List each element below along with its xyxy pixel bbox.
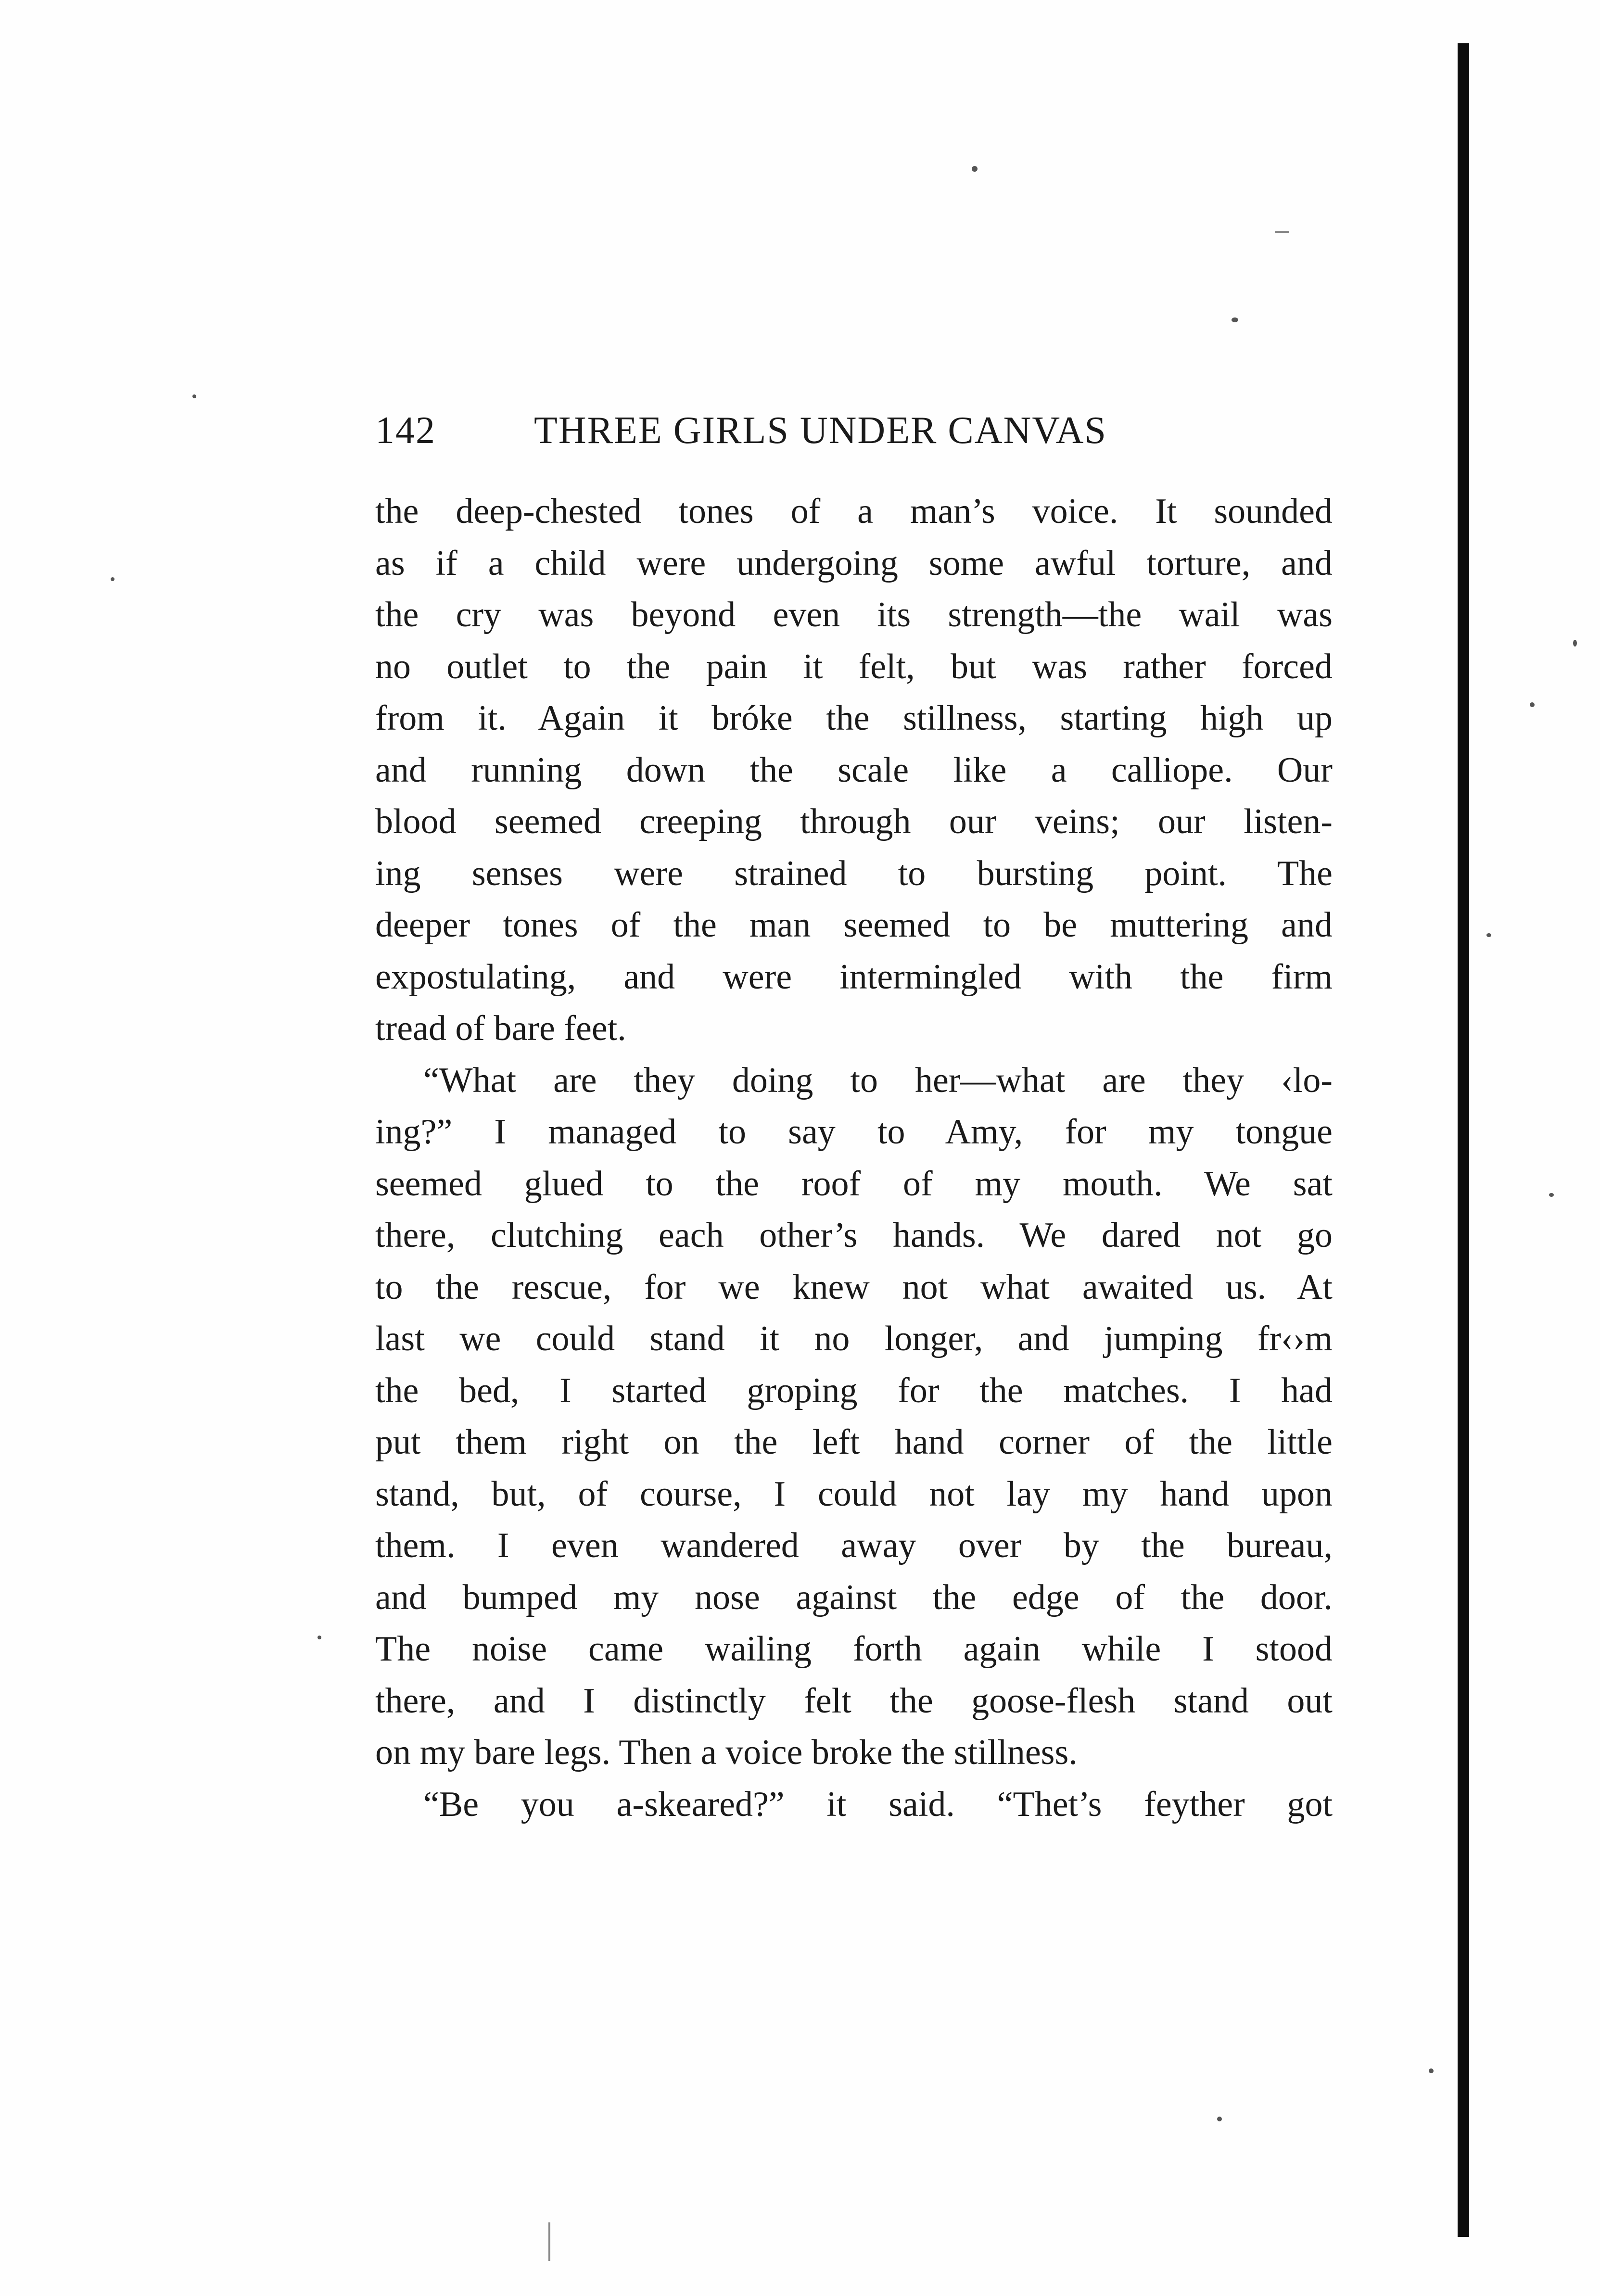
scan-speck xyxy=(1573,640,1577,647)
scan-speck xyxy=(1530,702,1535,707)
scan-speck xyxy=(1217,2117,1222,2121)
text-line: tread of bare feet. xyxy=(375,1009,626,1048)
text-line: “Be you a-skeared?” it said. “Thet’s feyther got xyxy=(423,1784,1333,1824)
text-line: the cry was beyond even its strength—the wail was xyxy=(375,595,1333,634)
text-line: ing senses were strained to bursting point. The xyxy=(375,853,1333,893)
scan-speck xyxy=(1486,933,1491,937)
scan-mark xyxy=(1275,231,1289,233)
scan-mark xyxy=(548,2222,550,2261)
scan-speck xyxy=(317,1636,321,1639)
text-line: on my bare legs. Then a voice broke the stillness. xyxy=(375,1733,1078,1772)
text-line: The noise came wailing forth again while I stood xyxy=(375,1629,1333,1669)
text-line: “What are they doing to her—what are they ‹lo- xyxy=(423,1060,1333,1100)
text-line: last we could stand it no longer, and jumping fr‹›m xyxy=(375,1319,1333,1358)
text-line: and bumped my nose against the edge of the door. xyxy=(375,1577,1333,1617)
scan-speck xyxy=(1232,317,1238,322)
text-line: them. I even wandered away over by the bureau, xyxy=(375,1526,1333,1565)
text-line: stand, but, of course, I could not lay my hand upon xyxy=(375,1474,1333,1514)
text-line: there, clutching each other’s hands. We dared not go xyxy=(375,1216,1333,1255)
page-header xyxy=(375,399,1328,457)
running-head: THREE GIRLS UNDER CANVAS xyxy=(534,409,1107,452)
text-line: put them right on the left hand corner of the little xyxy=(375,1422,1333,1462)
text-line: the deep-chested tones of a man’s voice. It sounded xyxy=(375,492,1333,531)
scan-speck xyxy=(192,394,196,398)
text-line: there, and I distinctly felt the goose-flesh stand out xyxy=(375,1681,1333,1721)
text-line: no outlet to the pain it felt, but was rather forced xyxy=(375,647,1333,686)
text-line: and running down the scale like a calliope. Our xyxy=(375,750,1333,790)
text-line: seemed glued to the roof of my mouth. We sat xyxy=(375,1164,1333,1204)
text-line: as if a child were undergoing some awful torture, and xyxy=(375,543,1333,583)
scan-speck xyxy=(972,166,978,172)
body-text xyxy=(375,486,1333,1830)
text-line: to the rescue, for we knew not what awaited us. At xyxy=(375,1267,1333,1307)
text-line: blood seemed creeping through our veins; our listen- xyxy=(375,802,1333,841)
text-line: expostulating, and were intermingled with the firm xyxy=(375,957,1333,997)
page-number: 142 xyxy=(375,409,436,452)
scan-speck xyxy=(1549,1193,1554,1197)
text-line: the bed, I started groping for the matches. I had xyxy=(375,1370,1333,1410)
text-line: ing?” I managed to say to Amy, for my tongue xyxy=(375,1112,1333,1152)
scan-speck xyxy=(111,577,114,581)
page-edge-shadow xyxy=(1458,43,1469,2237)
scan-speck xyxy=(1429,2068,1434,2073)
text-line: from it. Again it bróke the stillness, starting high up xyxy=(375,698,1333,738)
text-line: deeper tones of the man seemed to be muttering and xyxy=(375,905,1333,945)
